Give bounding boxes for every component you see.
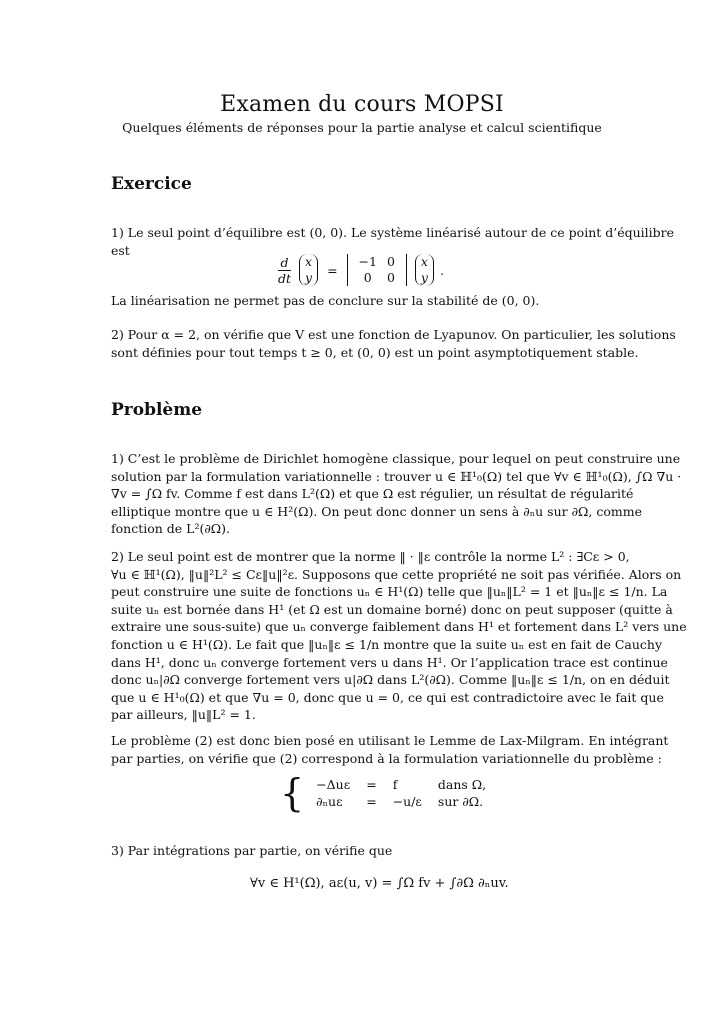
text-line: fonction de L²(∂Ω). — [111, 521, 231, 537]
vector-entry: y — [305, 270, 313, 285]
matrix-entry: −1 — [358, 254, 377, 269]
system-table — [308, 776, 494, 810]
text-line: 2) Pour α = 2, on vérifie que V est une fonction de Lyapunov. On particulier, les solutions — [111, 327, 676, 342]
matrix-entry: 0 — [386, 270, 395, 285]
text-line: 2) Le seul point est de montrer que la norme ‖ · ‖ε contrôle la norme L² : ∃Cε > 0, — [111, 549, 630, 564]
paragraph-exercice-q2 — [111, 326, 676, 361]
text-line: ∇v = ∫Ω fv. Comme f est dans L²(Ω) et que Ω est régulier, un résultat de régularité — [111, 486, 634, 502]
system-lhs: ∂ₙuε — [316, 794, 343, 809]
text-line: Le problème (2) est donc bien posé en utilisant le Lemme de Lax-Milgram. En intégrant — [111, 733, 669, 748]
text-line: extraire une sous-suite) que uₙ converge faiblement dans H¹ et fortement dans L² vers une — [111, 619, 687, 635]
system-domain: sur ∂Ω. — [437, 794, 484, 809]
jacobian-matrix — [347, 254, 407, 286]
vector-right — [415, 254, 434, 286]
system-rhs: −u/ε — [392, 794, 422, 809]
text-line: solution par la formulation variationnelle : trouver u ∈ ℍ¹₀(Ω) tel que ∀v ∈ ℍ¹₀(Ω), ∫Ω ∇u · — [111, 468, 682, 484]
text-line: La linéarisation ne permet pas de conclure sur la stabilité de (0, 0). — [111, 293, 540, 308]
document-title: Examen du cours MOPSI — [220, 92, 504, 117]
text-line: ∀u ∈ ℍ¹(Ω), ‖u‖²L² ≤ Cε‖u‖²ε. Supposons que cette propriété ne soit pas vérifiée. Alors on — [111, 566, 682, 582]
boundary-value-system — [280, 771, 494, 815]
system-rhs: f — [392, 777, 398, 792]
fraction-denominator: dt — [278, 270, 292, 286]
matrix-entry: 0 — [363, 270, 372, 285]
section-heading-exercice: Exercice — [111, 174, 192, 194]
section-heading-probleme: Problème — [111, 400, 203, 420]
text-line: est — [111, 242, 130, 258]
linearized-system-equation — [278, 254, 444, 286]
system-eq: = — [366, 794, 377, 809]
text-line: 3) Par intégrations par partie, on vérifie que — [111, 843, 393, 858]
text-line: suite uₙ est bornée dans H¹ (et Ω est un domaine borné) donc on peut supposer (quitte à — [111, 601, 673, 617]
text-line: elliptique montre que u ∈ H²(Ω). On peut donc donner un sens à ∂ₙu sur ∂Ω, comme — [111, 503, 642, 519]
equals-sign: = — [327, 262, 338, 278]
text-line: par ailleurs, ‖u‖L² = 1. — [111, 707, 256, 723]
system-domain: dans Ω, — [437, 777, 487, 792]
vector-left — [299, 254, 318, 286]
text-line: sont définies pour tout temps t ≥ 0, et (0, 0) est un point asymptotiquement stable. — [111, 344, 639, 360]
vector-entry: x — [305, 254, 313, 269]
variational-identity-equation: ∀v ∈ H¹(Ω), aε(u, v) = ∫Ω fv + ∫∂Ω ∂ₙuv. — [250, 876, 509, 891]
vector-entry: y — [420, 270, 428, 285]
paragraph-probleme-2 — [111, 548, 687, 724]
system-eq: = — [366, 777, 377, 792]
fraction-numerator: d — [278, 255, 291, 271]
matrix-entry: 0 — [386, 254, 395, 269]
text-line: 1) C’est le problème de Dirichlet homogène classique, pour lequel on peut construire une — [111, 451, 681, 466]
paragraph-probleme-3 — [111, 732, 669, 767]
text-line: peut construire une suite de fonctions uₙ ∈ H¹(Ω) telle que ‖uₙ‖L² = 1 et ‖uₙ‖ε ≤ 1/n. La — [111, 584, 668, 600]
text-line: par parties, on vérifie que (2) correspond à la formulation variationnelle du problème : — [111, 750, 662, 766]
paragraph-probleme-4 — [111, 842, 629, 860]
text-line: donc uₙ|∂Ω converge fortement vers u|∂Ω dans L²(∂Ω). Comme ‖uₙ‖ε ≤ 1/n, on en déduit — [111, 672, 670, 688]
equation-period: . — [439, 262, 444, 278]
text-line: 1) Le seul point d’équilibre est (0, 0). Le système linéarisé autour de ce point d’équilibre — [111, 225, 675, 240]
derivative-fraction — [278, 255, 291, 286]
left-brace: { — [280, 771, 305, 815]
paragraph-probleme-1 — [111, 450, 682, 538]
vector-entry: x — [420, 254, 428, 269]
text-line: fonction u ∈ H¹(Ω). Le fait que ‖uₙ‖ε ≤ 1/n montre que la suite uₙ est en fait de Cauchy — [111, 636, 663, 652]
document-subtitle: Quelques éléments de réponses pour la partie analyse et calcul scientifique — [122, 120, 602, 135]
system-lhs: −Δuε — [316, 777, 351, 792]
text-line: que u ∈ H¹₀(Ω) et que ∇u = 0, donc que u = 0, ce qui est contradictoire avec le fait que — [111, 689, 664, 705]
text-line: dans H¹, donc uₙ converge fortement vers u dans H¹. Or l’application trace est continue — [111, 654, 668, 670]
paragraph-exercice-q1-conclusion — [111, 292, 629, 310]
